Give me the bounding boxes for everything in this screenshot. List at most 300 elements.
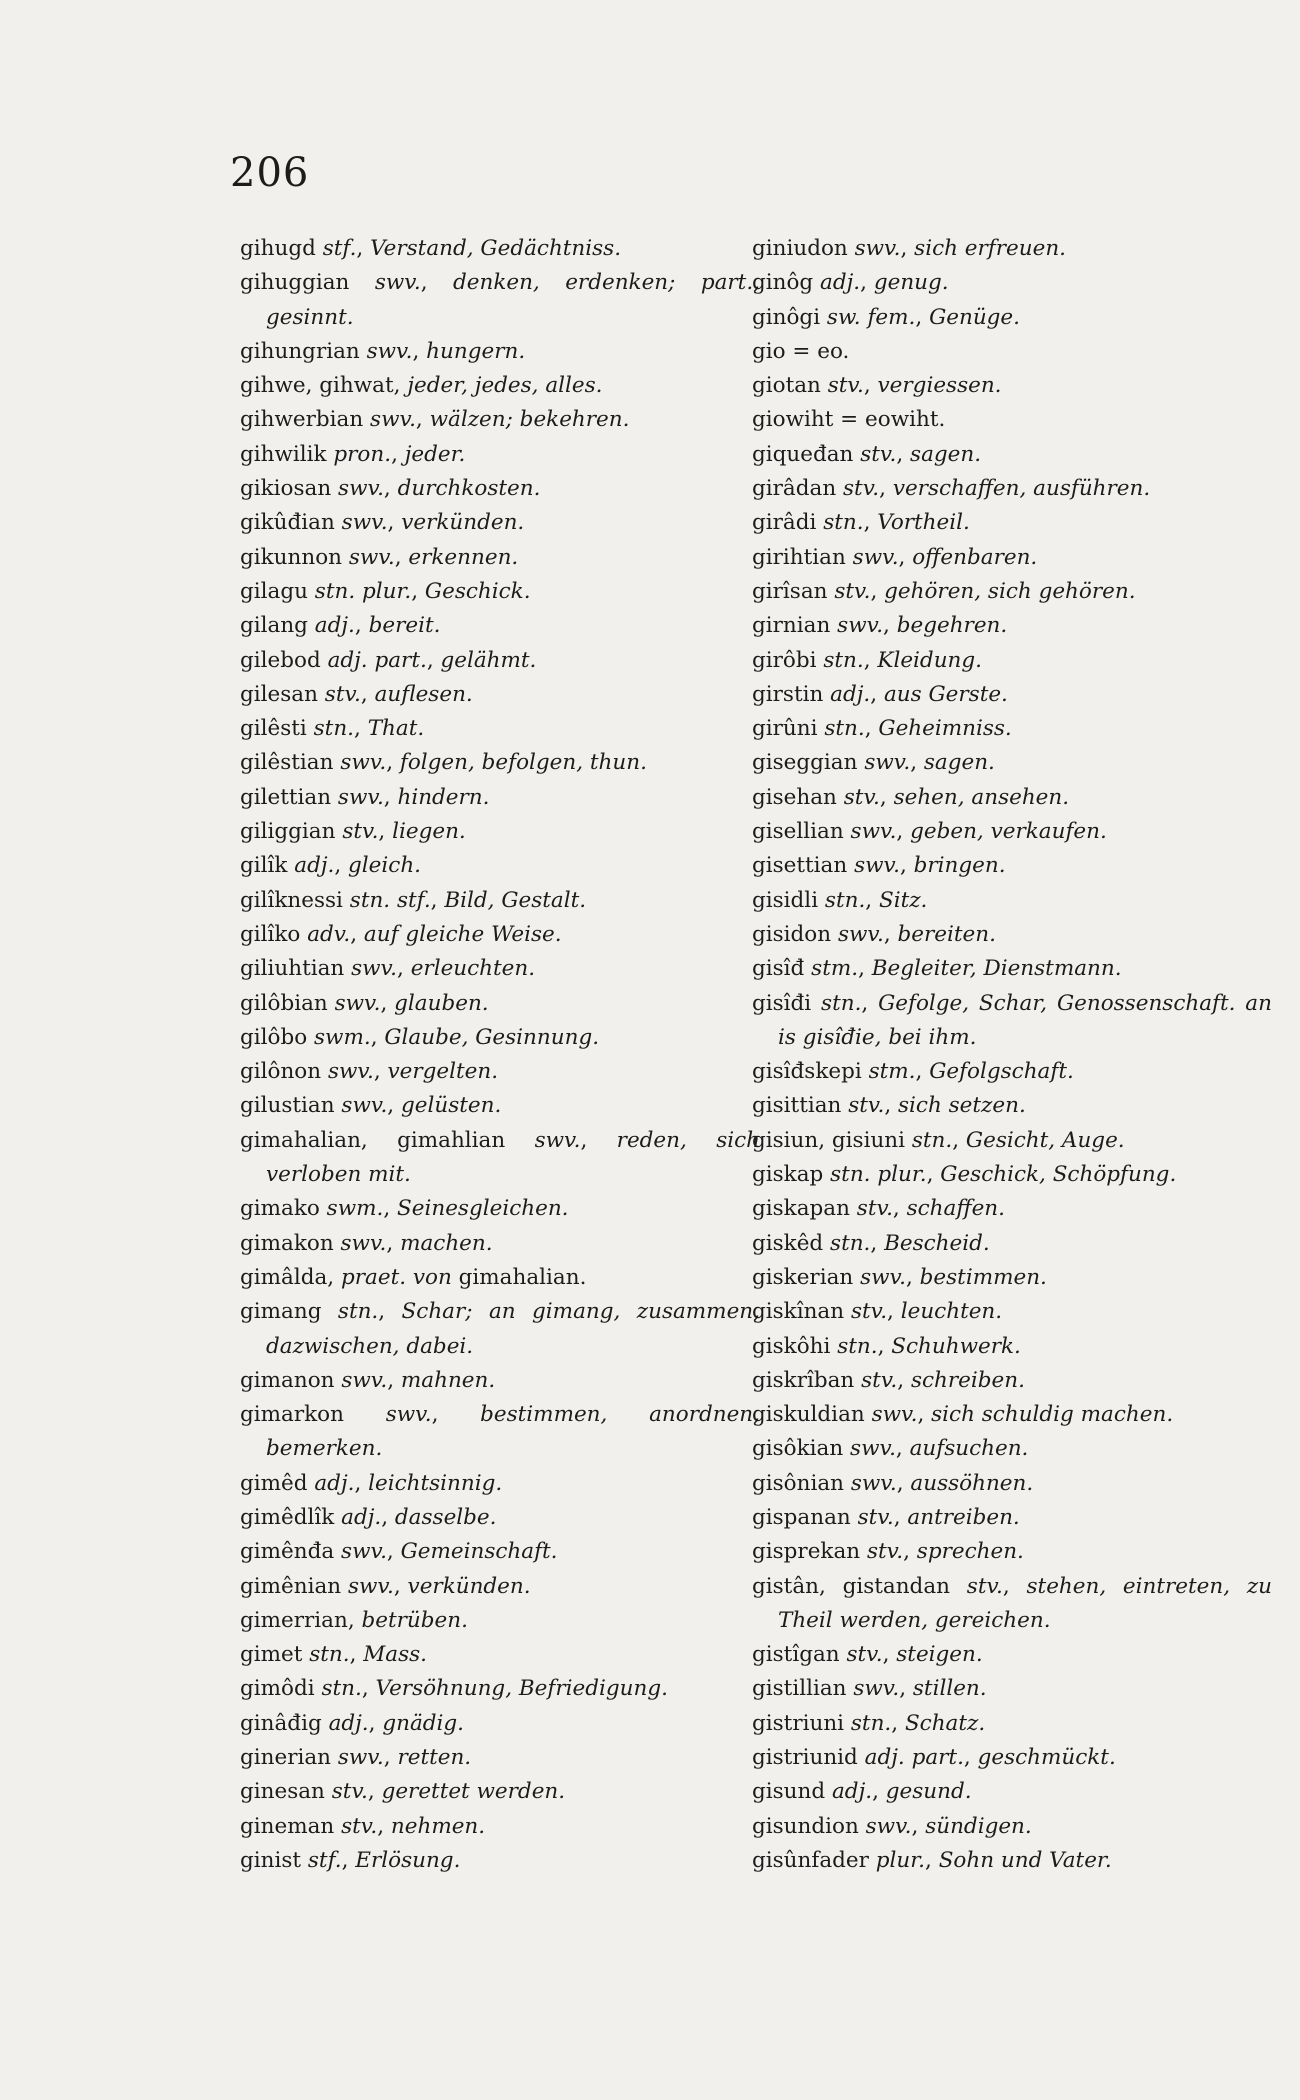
entry-definition: gleich. — [348, 853, 422, 879]
entry-grammar: swv. — [374, 270, 421, 296]
entry-headword: gisîđskepi — [752, 1059, 862, 1085]
dictionary-entry: gisund adj., gesund. — [752, 1779, 972, 1805]
entry-definition: Gesicht, Auge. — [965, 1127, 1125, 1153]
entry-grammar: stn. — [837, 1333, 878, 1359]
entry-headword: gilustian — [240, 1093, 335, 1119]
entry-grammar: stf. — [307, 1847, 342, 1873]
entry-grammar: swv. — [370, 407, 416, 433]
entry-headword: gihungrian — [240, 338, 360, 364]
entry-headword: giliuhtian — [240, 956, 345, 982]
entry-headword: gihwe, gihwat, — [240, 373, 401, 399]
entry-grammar: stv. — [857, 1504, 894, 1530]
dictionary-entry: girôbi stn., Kleidung. — [752, 647, 982, 673]
entry-definition: sündigen. — [925, 1813, 1032, 1839]
dictionary-entry: ginesan stv., gerettet werden. — [240, 1779, 566, 1805]
entry-definition: bringen. — [913, 853, 1006, 879]
entry-grammar: adj. part. — [864, 1745, 964, 1771]
entry-grammar: stn. plur. — [314, 578, 412, 604]
entry-definition: gelüsten. — [400, 1093, 502, 1119]
entry-grammar: pron. — [333, 441, 392, 467]
entry-definition: durchkosten. — [397, 476, 541, 502]
entry-grammar: swv. — [860, 1264, 906, 1290]
entry-headword: gimêd — [240, 1470, 308, 1496]
entry-grammar: stn. — [337, 1299, 379, 1325]
dictionary-entry: gilîk adj., gleich. — [240, 853, 422, 879]
entry-definition: Schatz. — [904, 1710, 986, 1736]
entry-grammar: stv. — [324, 681, 361, 707]
dictionary-entry: gilîko adv., auf gleiche Weise. — [240, 921, 562, 947]
entry-grammar: stv. — [848, 1093, 885, 1119]
entry-headword: giqueđan — [752, 441, 854, 467]
entry-headword: gimerrian, — [240, 1607, 355, 1633]
entry-grammar: swv. — [340, 750, 387, 776]
entry-grammar: swm. — [314, 1024, 371, 1050]
dictionary-entry: gisidon swv., bereiten. — [752, 921, 996, 947]
dictionary-entry: gisîđskepi stm., Gefolgschaft. — [752, 1059, 1074, 1085]
entry-grammar: adj. — [294, 853, 335, 879]
entry-definition: leichtsinnig. — [368, 1470, 503, 1496]
entry-definition: vergiessen. — [877, 373, 1002, 399]
entry-headword: gisiun, gisiuni — [752, 1127, 906, 1153]
dictionary-entry — [752, 335, 1272, 369]
entry-definition: stillen. — [912, 1676, 987, 1702]
dictionary-entry: gisellian swv., geben, verkaufen. — [752, 819, 1107, 845]
entry-headword: giniudon — [752, 236, 848, 261]
page-number: 206 — [230, 150, 310, 196]
entry-headword: gilônon — [240, 1059, 322, 1085]
entry-grammar: adv. — [307, 921, 351, 947]
entry-headword: gikunnon — [240, 544, 342, 570]
entry-grammar: adj. — [328, 1710, 369, 1736]
dictionary-entry: gilônon swv., vergelten. — [240, 1059, 499, 1085]
entry-definition: liegen. — [392, 819, 466, 845]
dictionary-entry: ginâđig adj., gnädig. — [240, 1710, 465, 1736]
entry-definition: aussöhnen. — [910, 1470, 1034, 1496]
entry-grammar: stv. — [342, 819, 379, 845]
entry-headword: giskêd — [752, 1230, 824, 1256]
dictionary-entry: gisundion swv., sündigen. — [752, 1813, 1032, 1839]
entry-headword: girôbi — [752, 647, 817, 673]
entry-definition: Schuhwerk. — [891, 1333, 1021, 1359]
entry-headword: gilesan — [240, 681, 318, 707]
entry-definition: sagen. — [923, 750, 995, 776]
dictionary-entry: ginist stf., Erlösung. — [240, 1847, 461, 1873]
entry-headword: gisôkian — [752, 1436, 844, 1462]
dictionary-entry: girnian swv., begehren. — [752, 613, 1008, 639]
entry-grammar: swv. — [351, 956, 397, 982]
entry-definition: Gefolgschaft. — [929, 1059, 1074, 1085]
entry-definition: bestimmen. — [919, 1264, 1047, 1290]
dictionary-entry: giskôhi stn., Schuhwerk. — [752, 1333, 1021, 1359]
entry-definition: Geheimniss. — [878, 716, 1012, 742]
entry-headword: gistriuni — [752, 1710, 845, 1736]
entry-grammar: swv. — [852, 544, 899, 570]
entry-headword: gihwilik — [240, 441, 327, 467]
entry-headword: gistân, gistandan — [752, 1573, 950, 1599]
entry-definition: verkünden. — [401, 510, 525, 536]
dictionary-entry: gilôbian swv., glauben. — [240, 990, 489, 1016]
entry-definition: sehen, ansehen. — [893, 784, 1070, 810]
dictionary-entry: gistillian swv., stillen. — [752, 1676, 987, 1702]
entry-headword: giskînan — [752, 1299, 845, 1325]
entry-definition: sich schuldig machen. — [931, 1402, 1174, 1428]
dictionary-entry: giskapan stv., schaffen. — [752, 1196, 1005, 1222]
dictionary-entry: gilustian swv., gelüsten. — [240, 1093, 502, 1119]
entry-definition: wälzen; bekehren. — [429, 407, 630, 433]
entry-grammar: stn. — [313, 716, 354, 742]
entry-grammar: adj. — [820, 270, 861, 296]
entry-grammar: stn. — [830, 1230, 871, 1256]
entry-definition: reden, sich verloben mit. — [266, 1127, 760, 1188]
entry-definition: antreiben. — [907, 1504, 1020, 1530]
entry-definition: Seinesgleichen. — [397, 1196, 569, 1222]
entry-headword: giskerian — [752, 1264, 854, 1290]
entry-headword: giotan — [752, 373, 821, 399]
entry-headword: gistillian — [752, 1676, 847, 1702]
dictionary-entry: gikiosan swv., durchkosten. — [240, 476, 541, 502]
entry-definition: Vortheil. — [877, 510, 970, 536]
entry-headword: gihuggian — [240, 270, 350, 296]
entry-grammar: stn. — [823, 510, 864, 536]
dictionary-entry: gilîknessi stn. stf., Bild, Gestalt. — [240, 887, 587, 913]
dictionary-entry: gisittian stv., sich setzen. — [752, 1093, 1026, 1119]
dictionary-entry: giniudon swv., sich erfreuen. — [752, 236, 1067, 261]
dictionary-entry: gimêdlîk adj., dasselbe. — [240, 1504, 497, 1530]
entry-headword: ginôg — [752, 270, 814, 296]
entry-definition: bereiten. — [897, 921, 996, 947]
dictionary-entry: gilagu stn. plur., Geschick. — [240, 578, 531, 604]
entry-grammar: swv. — [854, 853, 900, 879]
entry-grammar: stf. — [322, 236, 357, 261]
dictionary-entry: giskêd stn., Bescheid. — [752, 1230, 990, 1256]
entry-headword: girâdan — [752, 476, 837, 502]
entry-definition: Mass. — [363, 1642, 428, 1668]
entry-headword: gilôbian — [240, 990, 328, 1016]
entry-definition: dasselbe. — [394, 1504, 497, 1530]
entry-headword: giseggian — [752, 750, 858, 776]
dictionary-entry: gimênian swv., verkünden. — [240, 1573, 531, 1599]
entry-headword: gimôdi — [240, 1676, 315, 1702]
entry-definition: sagen. — [910, 441, 982, 467]
entry-definition: Geschick, Schöpfung. — [940, 1162, 1177, 1188]
entry-headword: giowiht = eowiht. — [752, 407, 946, 433]
dictionary-entry: gihwerbian swv., wälzen; bekehren. — [240, 407, 630, 433]
entry-grammar: swm. — [326, 1196, 384, 1222]
entry-definition: aus Gerste. — [883, 681, 1008, 707]
entry-headword: gimang — [240, 1299, 322, 1325]
entry-headword: gisidli — [752, 887, 819, 913]
dictionary-entry: gihuggian swv., denken, erdenken; part., gesinnt. — [240, 270, 760, 330]
entry-headword: gisidon — [752, 921, 832, 947]
entry-grammar: stv. — [846, 1642, 883, 1668]
dictionary-entry: gisûnfader plur., Sohn und Vater. — [752, 1847, 1112, 1873]
entry-definition: verschaffen, ausführen. — [892, 476, 1151, 502]
entry-definition: Versöhnung, Befriedigung. — [375, 1676, 668, 1702]
entry-grammar: adj. — [314, 1470, 355, 1496]
entry-headword: gilang — [240, 613, 308, 639]
entry-grammar: swv. — [864, 750, 911, 776]
entry-definition: folgen, befolgen, thun. — [399, 750, 647, 776]
entry-definition: retten. — [397, 1745, 472, 1771]
entry-grammar: swv. — [854, 236, 901, 261]
entry-grammar: adj. — [831, 1779, 873, 1805]
entry-grammar: stv. — [331, 1779, 368, 1805]
dictionary-entry: gimanon swv., mahnen. — [240, 1367, 496, 1393]
dictionary-entry: giskerian swv., bestimmen. — [752, 1264, 1047, 1290]
entry-grammar: swv. — [341, 510, 388, 536]
entry-definition: gerettet werden. — [381, 1779, 566, 1805]
entry-definition: schreiben. — [910, 1367, 1025, 1393]
entry-grammar: swv. — [385, 1402, 432, 1428]
dictionary-entry: ginôgi sw. fem., Genüge. — [752, 304, 1020, 330]
dictionary-entry: giskuldian swv., sich schuldig machen. — [752, 1402, 1174, 1428]
entry-definition: erleuchten. — [410, 956, 536, 982]
entry-grammar: stn. — [911, 1127, 953, 1153]
entry-headword: gisettian — [752, 853, 848, 879]
entry-grammar: plur. — [875, 1847, 925, 1873]
entry-definition: sprechen. — [916, 1539, 1024, 1565]
entry-definition: geben, verkaufen. — [910, 819, 1107, 845]
dictionary-entry: ginerian swv., retten. — [240, 1745, 472, 1771]
entry-definition: auf gleiche Weise. — [363, 921, 562, 947]
dictionary-entry — [240, 1604, 760, 1638]
entry-headword: gimet — [240, 1642, 303, 1668]
entry-grammar: stv. — [861, 1367, 898, 1393]
dictionary-entry: gistân, gistandan stv., stehen, eintreten, zu Theil werden, gereichen. — [752, 1573, 1273, 1633]
entry-headword: gistriunid — [752, 1745, 858, 1771]
entry-grammar: swv. — [341, 1093, 388, 1119]
entry-headword: gistîgan — [752, 1642, 840, 1668]
dictionary-entry: gimakon swv., machen. — [240, 1230, 493, 1256]
entry-definition: mahnen. — [400, 1367, 496, 1393]
entry-grammar: stv. — [341, 1813, 378, 1839]
entry-headword: gilettian — [240, 784, 332, 810]
entry-grammar: stv. — [827, 373, 864, 399]
dictionary-entry: gilôbo swm., Glaube, Gesinnung. — [240, 1024, 600, 1050]
entry-grammar: swv. — [853, 1676, 900, 1702]
entry-definition: gesund. — [885, 1779, 972, 1805]
entry-headword: gimâlda, — [240, 1264, 335, 1290]
dictionary-entry: giliuhtian swv., erleuchten. — [240, 956, 536, 982]
entry-definition: geschmückt. — [977, 1745, 1116, 1771]
dictionary-entry: gimôdi stn., Versöhnung, Befriedigung. — [240, 1676, 668, 1702]
entry-headword: gisund — [752, 1779, 826, 1805]
dictionary-entry: gilettian swv., hindern. — [240, 784, 490, 810]
entry-headword: gilîknessi — [240, 887, 343, 913]
dictionary-entry: gistriuni stn., Schatz. — [752, 1710, 986, 1736]
dictionary-entry: girûni stn., Geheimniss. — [752, 716, 1012, 742]
entry-grammar: swv. — [837, 613, 884, 639]
entry-definition: denken, erdenken; part., gesinnt. — [266, 270, 760, 330]
entry-headword: gimako — [240, 1196, 320, 1222]
entry-headword: gimanon — [240, 1367, 335, 1393]
entry-definition: bereit. — [368, 613, 441, 639]
dictionary-entry: gimarkon swv., bestimmen, anordnen, bemerken. — [240, 1402, 760, 1462]
entry-headword: gikûđian — [240, 510, 335, 536]
entry-headword: gilêsti — [240, 716, 307, 742]
dictionary-entry: girâdan stv., verschaffen, ausführen. — [752, 476, 1151, 502]
dictionary-entry: gimang stn., Schar; an gimang, zusammen, dazwischen, dabei. — [240, 1299, 760, 1359]
entry-headword: gisundion — [752, 1813, 859, 1839]
entry-headword: girihtian — [752, 544, 846, 570]
entry-headword: giskôhi — [752, 1333, 831, 1359]
entry-definition: auflesen. — [374, 681, 473, 707]
dictionary-entry: gisônian swv., aussöhnen. — [752, 1470, 1034, 1496]
dictionary-entry: gilêstian swv., folgen, befolgen, thun. — [240, 750, 647, 776]
entry-grammar: stn. — [824, 716, 865, 742]
entry-headword: gisellian — [752, 819, 844, 845]
entry-definition: begehren. — [896, 613, 1008, 639]
entry-headword: girûni — [752, 716, 818, 742]
entry-grammar: stv. — [860, 441, 897, 467]
dictionary-entry: gisidli stn., Sitz. — [752, 887, 928, 913]
entry-headword: ginesan — [240, 1779, 325, 1805]
entry-headword: gisprekan — [752, 1539, 861, 1565]
entry-grammar: stn. — [850, 1710, 892, 1736]
dictionary-entry: giotan stv., vergiessen. — [752, 373, 1002, 399]
dictionary-entry: gimet stn., Mass. — [240, 1642, 428, 1668]
dictionary-entry: gihwilik pron., jeder. — [240, 441, 466, 467]
entry-definition: gehören, sich gehören. — [884, 578, 1136, 604]
entry-definition: hungern. — [426, 338, 526, 364]
entry-grammar: stv. — [866, 1539, 904, 1565]
entry-definition: That. — [367, 716, 425, 742]
entry-headword: gineman — [240, 1813, 335, 1839]
entry-definition: Schar; an gimang, zusammen, dazwischen, dabei. — [266, 1299, 760, 1359]
dictionary-entry: gimahalian, gimahlian swv., reden, sich verloben mit. — [240, 1127, 760, 1188]
entry-grammar: stv. — [834, 578, 871, 604]
entry-headword: ginâđig — [240, 1710, 322, 1736]
entry-headword: girâdi — [752, 510, 817, 536]
entry-grammar: swv. — [837, 921, 884, 947]
entry-headword: gilôbo — [240, 1024, 308, 1050]
entry-grammar: swv. — [337, 784, 384, 810]
dictionary-entry: gisettian swv., bringen. — [752, 853, 1006, 879]
entry-headword: gisehan — [752, 784, 837, 810]
dictionary-entry: ginôg adj., genug. — [752, 270, 949, 296]
dictionary-entry: gihungrian swv., hungern. — [240, 338, 526, 364]
entry-headword: gisittian — [752, 1093, 842, 1119]
entry-definition: sich setzen. — [898, 1093, 1026, 1119]
dictionary-entry: gimêd adj., leichtsinnig. — [240, 1470, 503, 1496]
dictionary-entry: gihugd stf., Verstand, Gedächtniss. — [240, 236, 622, 261]
entry-grammar: stm. — [868, 1059, 916, 1085]
entry-grammar: sw. fem. — [826, 304, 916, 330]
entry-grammar: swv. — [341, 1367, 388, 1393]
entry-headword: gilîko — [240, 921, 301, 947]
entry-headword: gilebod — [240, 647, 321, 673]
entry-headword: gisônian — [752, 1470, 845, 1496]
dictionary-entry: gisprekan stv., sprechen. — [752, 1539, 1024, 1565]
dictionary-entry: gistriunid adj. part., geschmückt. — [752, 1745, 1116, 1771]
dictionary-entry: gineman stv., nehmen. — [240, 1813, 486, 1839]
entry-headword: giskap — [752, 1162, 824, 1188]
entry-definition: Glaube, Gesinnung. — [384, 1024, 600, 1050]
entry-grammar: swv. — [340, 1230, 387, 1256]
entry-headword: girîsan — [752, 578, 828, 604]
entry-definition: Geschick. — [424, 578, 531, 604]
dictionary-entry: girâdi stn., Vortheil. — [752, 510, 970, 536]
entry-headword: ginist — [240, 1847, 302, 1873]
dictionary-entry: gikûđian swv., verkünden. — [240, 510, 525, 536]
entry-headword: gimêdlîk — [240, 1504, 335, 1530]
entry-headword: gio = eo. — [752, 338, 850, 364]
entry-definition: schaffen. — [906, 1196, 1005, 1222]
entry-definition: aufsuchen. — [909, 1436, 1029, 1462]
entry-grammar: swv. — [871, 1402, 918, 1428]
entry-headword: girstin — [752, 681, 824, 707]
entry-grammar: stn. — [309, 1642, 350, 1668]
dictionary-entry: giskrîban stv., schreiben. — [752, 1367, 1025, 1393]
entry-headword: gisîđi — [752, 990, 812, 1016]
entry-grammar: swv. — [348, 544, 395, 570]
entry-definition: Gemeinschaft. — [400, 1539, 558, 1565]
entry-definition: hindern. — [397, 784, 490, 810]
entry-grammar: stm. — [811, 956, 859, 982]
entry-definition: Erlösung. — [355, 1847, 461, 1873]
entry-definition: vergelten. — [387, 1059, 499, 1085]
entry-grammar: swv. — [341, 1539, 387, 1565]
dictionary-entry: gisîđi stn., Gefolge, Schar, Genossenschaft. an is gisîđie, bei ihm. — [752, 990, 1272, 1050]
dictionary-entry: gispanan stv., antreiben. — [752, 1504, 1020, 1530]
entry-definition: machen. — [400, 1230, 493, 1256]
entry-definition: gnädig. — [382, 1710, 465, 1736]
dictionary-entry: giskînan stv., leuchten. — [752, 1299, 1003, 1325]
entry-headword: gikiosan — [240, 476, 332, 502]
entry-grammar: stv. — [856, 1196, 893, 1222]
entry-definition: Sitz. — [878, 887, 928, 913]
entry-headword: giskapan — [752, 1196, 850, 1222]
entry-definition: Bild, Gestalt. — [444, 887, 587, 913]
dictionary-entry: gimênđa swv., Gemeinschaft. — [240, 1539, 558, 1565]
left-column — [240, 232, 760, 1878]
dictionary-entry: gilesan stv., auflesen. — [240, 681, 473, 707]
entry-headword: giskuldian — [752, 1402, 865, 1428]
dictionary-entry: gisîđ stm., Begleiter, Dienstmann. — [752, 956, 1122, 982]
entry-grammar: swv. — [338, 476, 384, 502]
dictionary-entry: girihtian swv., offenbaren. — [752, 544, 1038, 570]
dictionary-entry: gistîgan stv., steigen. — [752, 1642, 983, 1668]
entry-headword: gimênđa — [240, 1539, 335, 1565]
entry-headword: gihwerbian — [240, 407, 364, 433]
entry-headword: gisîđ — [752, 956, 805, 982]
entry-definition: steigen. — [896, 1642, 983, 1668]
entry-grammar: swv. — [334, 990, 381, 1016]
entry-definition: sich erfreuen. — [914, 236, 1067, 261]
entry-grammar: stn. — [321, 1676, 362, 1702]
entry-grammar: stv. — [843, 784, 880, 810]
entry-headword: gihugd — [240, 236, 316, 261]
entry-grammar: swv. — [850, 1436, 896, 1462]
entry-grammar: praet. von — [340, 1264, 452, 1290]
entry-grammar: swv. — [850, 1470, 897, 1496]
entry-grammar: stn. plur. — [830, 1162, 927, 1188]
entry-grammar: swv. — [337, 1745, 384, 1771]
dictionary-entry: giseggian swv., sagen. — [752, 750, 995, 776]
dictionary-entry: gisehan stv., sehen, ansehen. — [752, 784, 1070, 810]
entry-grammar: swv. — [865, 1813, 912, 1839]
entry-grammar: stv. — [843, 476, 880, 502]
entry-definition: leuchten. — [900, 1299, 1003, 1325]
entry-grammar: stv. — [966, 1573, 1003, 1599]
entry-headword: gimarkon — [240, 1402, 344, 1428]
entry-grammar: adj. — [830, 681, 871, 707]
entry-definition: jeder. — [404, 441, 466, 467]
entry-grammar: swv. — [366, 338, 413, 364]
entry-grammar: swv. — [850, 819, 897, 845]
entry-definition: genug. — [873, 270, 949, 296]
entry-definition: offenbaren. — [912, 544, 1038, 570]
